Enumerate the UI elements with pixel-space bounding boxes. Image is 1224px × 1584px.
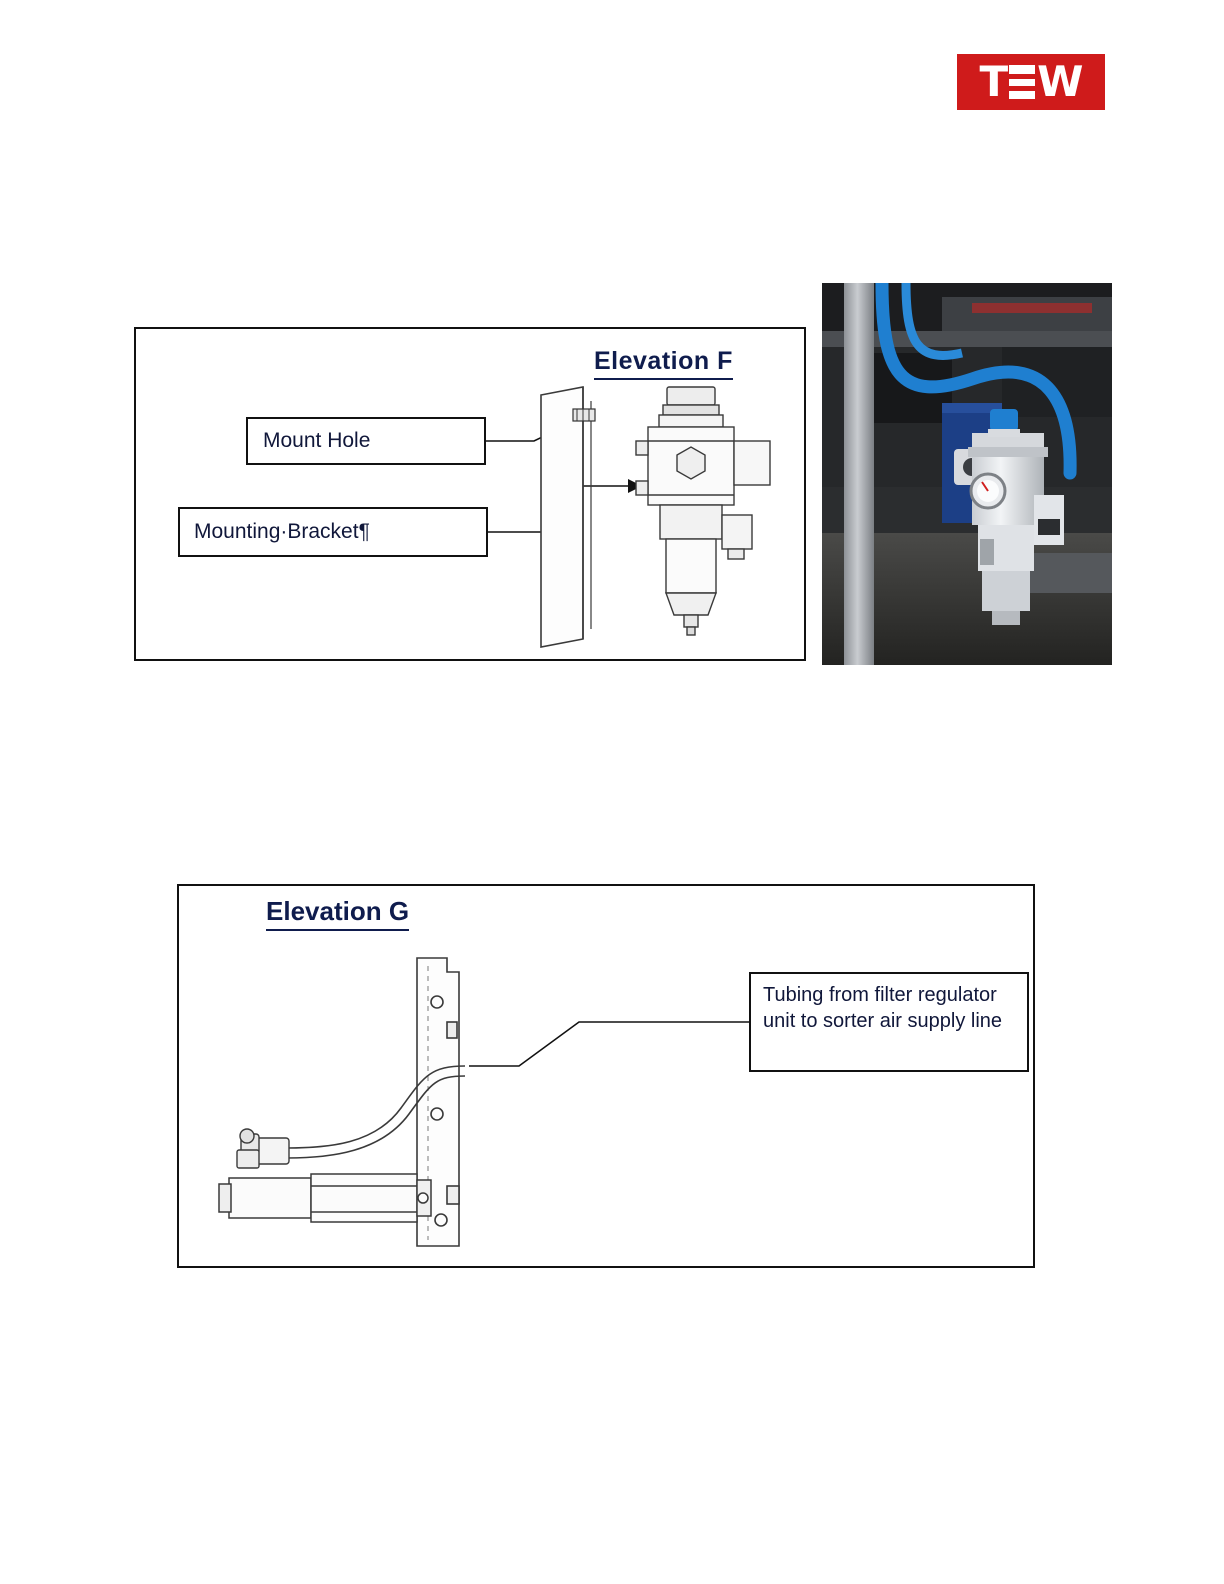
figure-f-drawing bbox=[136, 329, 808, 663]
figure-f-title: Elevation F bbox=[594, 347, 733, 380]
logo-block-icon bbox=[1009, 65, 1035, 99]
callout-mount-hole-label: Mount Hole bbox=[263, 429, 371, 452]
logo-letter-w: W bbox=[1037, 57, 1083, 106]
photo-content bbox=[822, 283, 1112, 665]
figure-elevation-g bbox=[177, 884, 1035, 1268]
logo-inner bbox=[979, 57, 1083, 106]
photo-filter-regulator-installed bbox=[822, 283, 1112, 665]
figure-g-drawing bbox=[179, 886, 1037, 1270]
tgw-logo bbox=[957, 54, 1105, 110]
logo-letter-t: T bbox=[979, 57, 1008, 106]
figure-g-title: Elevation G bbox=[266, 896, 409, 931]
figure-elevation-f bbox=[134, 327, 806, 661]
callout-tubing-label: Tubing from filter regulator unit to sorter air supply line bbox=[763, 984, 1003, 1032]
callout-mounting-bracket-label: Mounting·Bracket¶ bbox=[194, 520, 370, 543]
